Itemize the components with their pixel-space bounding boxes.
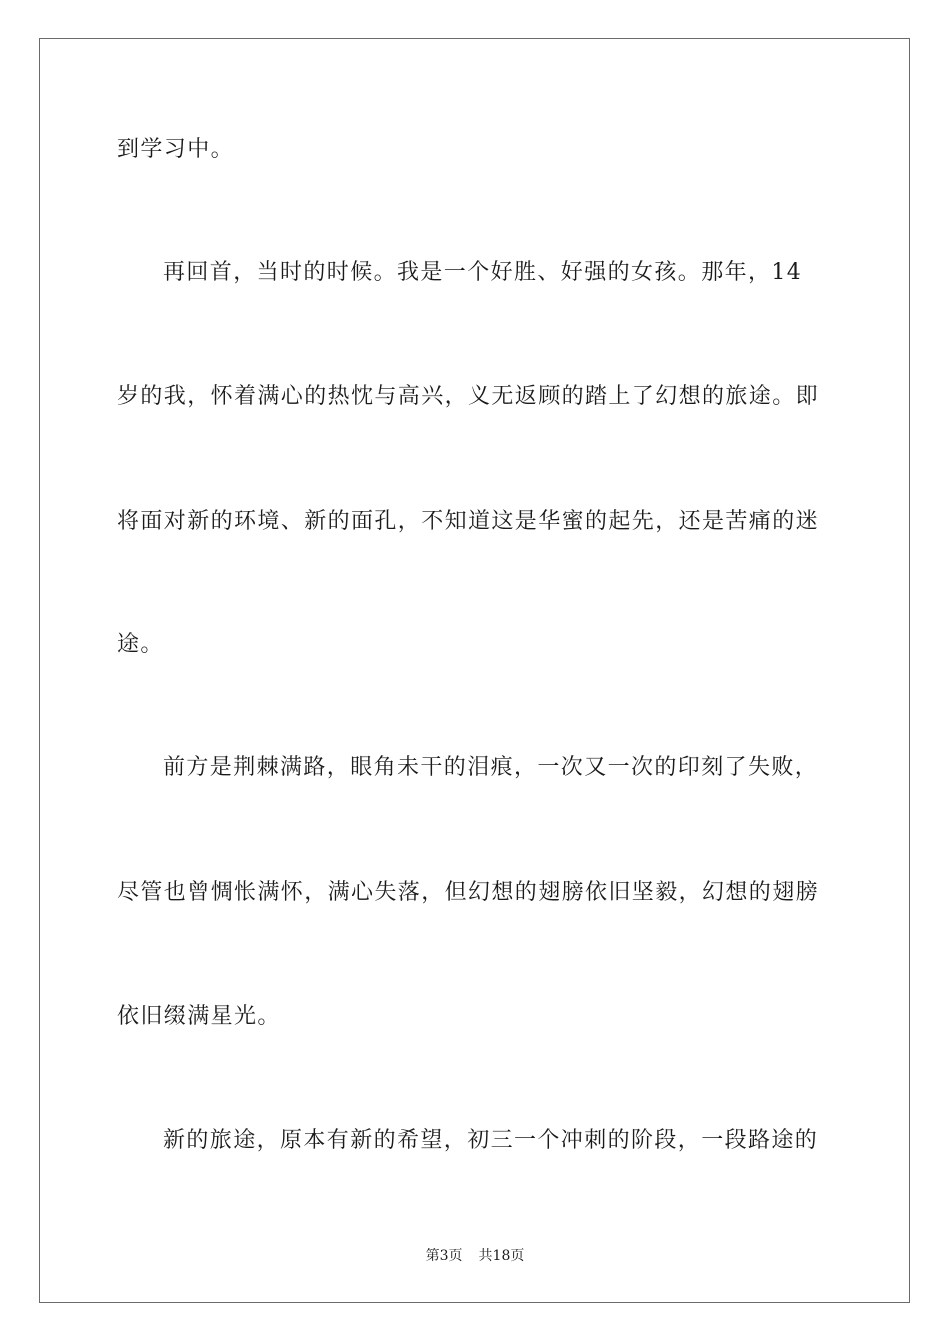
text-line: 途。 xyxy=(117,632,164,657)
text-line: 到学习中。 xyxy=(117,137,235,162)
page-total: 共18页 xyxy=(478,1248,525,1264)
text-line: 将面对新的环境、新的面孔，不知道这是华蜜的起先，还是苦痛的迷 xyxy=(117,509,820,534)
page-footer xyxy=(0,1246,950,1266)
paragraph-start-line: 再回首，当时的时候。我是一个好胜、好强的女孩。那年，14 xyxy=(163,260,803,285)
paragraph-start-line: 新的旅途，原本有新的希望，初三一个冲刺的阶段，一段路途的 xyxy=(163,1128,819,1153)
text-line: 岁的我，怀着满心的热忱与高兴，义无返顾的踏上了幻想的旅途。即 xyxy=(117,384,820,409)
text-line: 依旧缀满星光。 xyxy=(117,1004,281,1029)
page-border xyxy=(39,38,910,1303)
text-line: 尽管也曾惆怅满怀，满心失落，但幻想的翅膀依旧坚毅，幻想的翅膀 xyxy=(117,880,820,905)
page-number: 第3页 xyxy=(425,1248,463,1264)
paragraph-start-line: 前方是荆棘满路，眼角未干的泪痕，一次又一次的印刻了失败， xyxy=(163,755,819,780)
